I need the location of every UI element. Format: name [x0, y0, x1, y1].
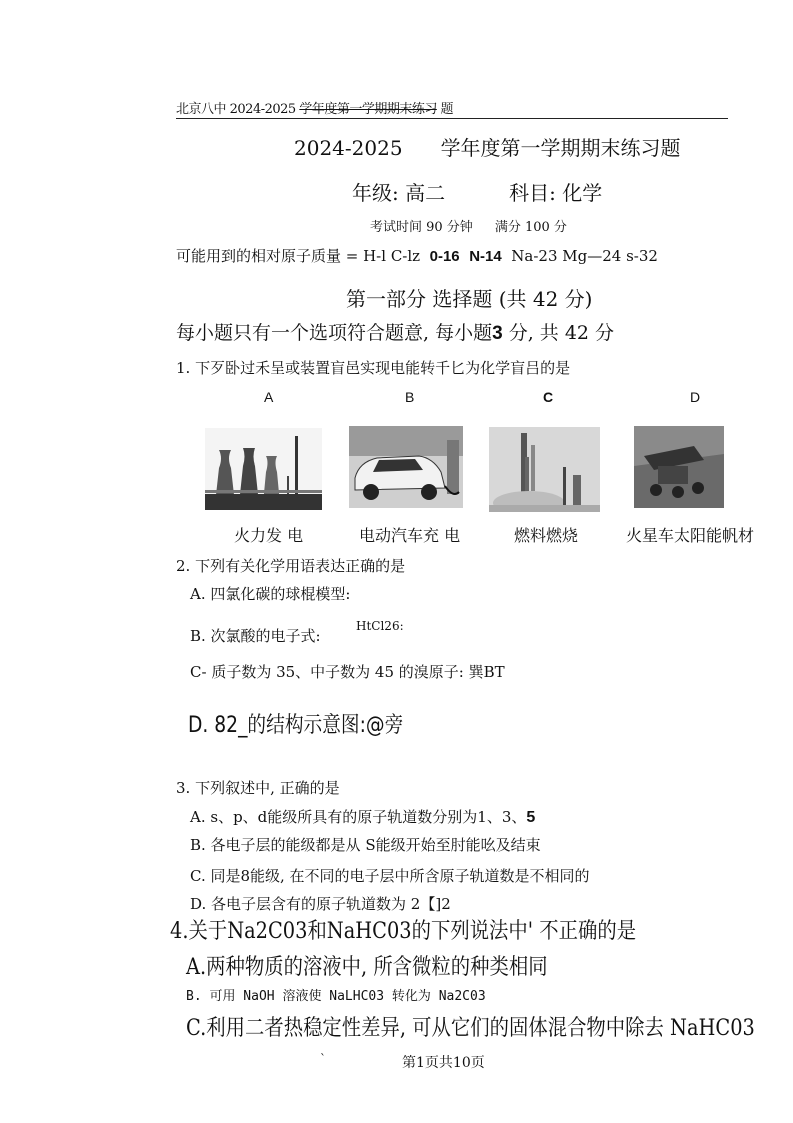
masses-prefix: 可能用到的相对原子质量 = H-l C-lz: [176, 247, 421, 265]
q1-caption-b: 电动汽车充 电: [359, 526, 461, 545]
instruction: [176, 318, 614, 345]
q3-option-c: C. 同是8能级, 在不同的电子层中所含原子轨道数是不相同的: [190, 867, 590, 885]
q3-option-b: B. 各电子层的能级都是从 S能级开始至肘能吆及结束: [190, 836, 541, 854]
q2-option-d: D. 82_的结构示意图:@旁: [188, 713, 404, 738]
exam-time: [370, 216, 567, 235]
subject-label: 科目: 化学: [509, 181, 603, 205]
time-label: 考试时间 90 分钟: [370, 220, 473, 235]
q2-option-a: A. 四氯化碳的球棍模型:: [190, 585, 351, 603]
score-label: 满分 100 分: [494, 220, 567, 235]
q1-label-c: C: [543, 389, 554, 405]
q1-stem: 1. 下歹卧过禾呈或装置盲邑实现电能转千匕为化学盲吕的是: [176, 359, 571, 377]
q2-formula: HtCl26:: [356, 619, 404, 633]
q1-label-d: D: [690, 389, 701, 405]
mars-rover-image: [634, 426, 724, 508]
instruction-post: 分, 共 42 分: [508, 322, 615, 344]
rocket-launch-image: [489, 427, 600, 512]
part1-title: 第一部分 选择题 (共 42 分): [346, 287, 593, 311]
electric-car-image: [349, 426, 463, 508]
title-years: 2024-2025: [294, 136, 403, 160]
page-header: [176, 98, 453, 117]
q3-option-d: D. 各电子层含有的原子轨道数为 2【]2: [190, 895, 451, 913]
q4-option-c: C.利用二者热稳定性差异, 可从它们的固体混合物中除去 NaHC03: [186, 1016, 755, 1041]
q2-stem: 2. 下列有关化学用语表达正确的是: [176, 557, 406, 575]
grade-subject: [352, 177, 602, 206]
mass-n: N-14: [469, 248, 502, 265]
page-title: [294, 132, 681, 161]
q2-option-c: C- 质子数为 35、中子数为 45 的溴原子: 巽BT: [190, 663, 505, 681]
q1-caption-c: 燃料燃烧: [514, 526, 579, 545]
q4-stem: 4.关于Na2C03和NaHC03的下列说法中' 不正确的是: [170, 919, 637, 944]
q3-option-a: [190, 806, 535, 827]
q1-label-a: A: [264, 389, 274, 405]
mass-o: 0-16: [429, 248, 460, 265]
header-suffix: 题: [440, 102, 454, 117]
instruction-num: 3: [492, 323, 503, 344]
q3-option-a-text: A. s、p、d能级所具有的原子轨道数分别为1、3、: [190, 808, 527, 826]
q1-caption-a: 火力发 电: [234, 526, 304, 545]
title-text: 学年度第一学期期末练习题: [440, 136, 681, 160]
header-rule: [176, 118, 728, 119]
header-school: 北京八中 2024-2025: [176, 102, 296, 117]
q2-option-b: B. 次氯酸的电子式:: [190, 627, 321, 645]
q1-label-b: B: [405, 389, 415, 405]
q3-stem: 3. 下列叙述中, 正确的是: [176, 779, 340, 797]
grade-label: 年级: 高二: [352, 181, 446, 205]
atomic-masses: [176, 245, 658, 266]
q1-caption-d: 火星车太阳能帆材: [626, 526, 755, 545]
footer-mark: `: [320, 1052, 326, 1066]
power-plant-image: [205, 428, 322, 510]
q3-option-a-num: 5: [526, 809, 536, 826]
q4-option-a: A.两种物质的溶液中, 所含微粒的种类相同: [186, 955, 548, 980]
instruction-pre: 每小题只有一个选项符合题意, 每小题: [176, 322, 493, 344]
header-struck: 学年度第一学期期末练习: [299, 102, 437, 117]
masses-rest: Na-23 Mg—24 s-32: [511, 247, 658, 265]
page-number: 第1页共10页: [402, 1055, 485, 1071]
q4-option-b: B. 可用 NaOH 溶液使 NaLHC03 转化为 Na2C03: [186, 989, 486, 1004]
